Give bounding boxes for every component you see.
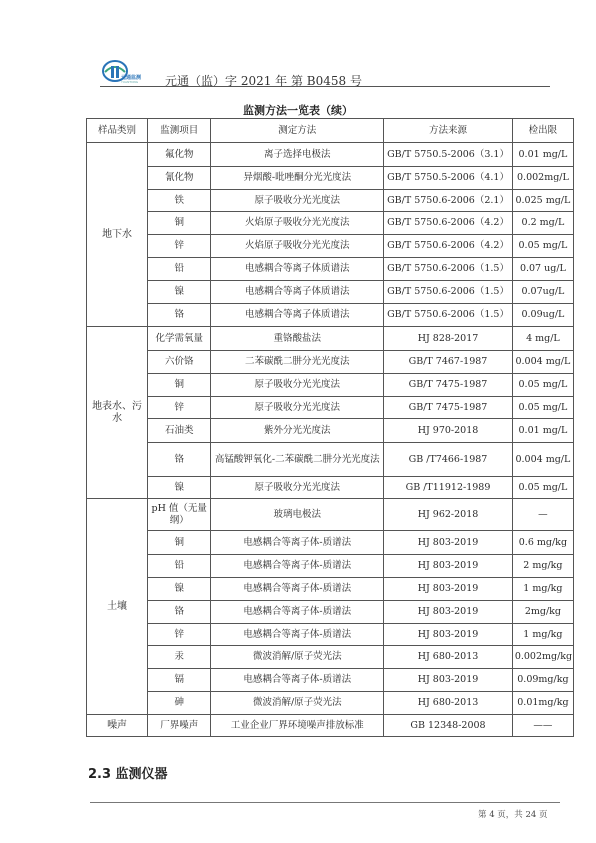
item-cell: 化学需氧量 [148, 327, 211, 351]
limit-cell: 2 mg/kg [512, 555, 573, 578]
table-row [87, 258, 574, 281]
source-cell: GB/T 7475-1987 [384, 397, 513, 419]
source-cell: GB/T 5750.6-2006（1.5） [384, 281, 513, 304]
source-cell: GB/T 5750.6-2006（4.2） [384, 235, 513, 258]
limit-cell: 0.07ug/L [512, 281, 573, 304]
limit-cell: 0.09ug/L [512, 304, 573, 327]
method-cell: 火焰原子吸收分光光度法 [211, 212, 384, 235]
column-header: 测定方法 [211, 119, 384, 143]
method-cell: 原子吸收分光光度法 [211, 477, 384, 499]
item-cell: 锌 [148, 397, 211, 419]
method-cell: 电感耦合等离子体质谱法 [211, 258, 384, 281]
table-row [87, 374, 574, 397]
table-row [87, 351, 574, 374]
source-cell: GB/T 5750.6-2006（1.5） [384, 258, 513, 281]
category-cell: 地下水 [87, 143, 148, 327]
source-cell: HJ 803-2019 [384, 531, 513, 555]
method-cell: 电感耦合等离子体-质谱法 [211, 555, 384, 578]
item-cell: 镍 [148, 578, 211, 601]
limit-cell: 0.01 mg/L [512, 419, 573, 443]
table-row [87, 443, 574, 477]
report-number: 元通（监）字 2021 年 第 B0458 号 [165, 74, 362, 88]
source-cell: HJ 803-2019 [384, 669, 513, 692]
method-cell: 工业企业厂界环境噪声排放标准 [211, 715, 384, 737]
limit-cell: 0.002mg/L [512, 167, 573, 190]
header-divider [100, 86, 550, 87]
table-row [87, 477, 574, 499]
method-cell: 微波消解/原子荧光法 [211, 646, 384, 669]
item-cell: 镍 [148, 477, 211, 499]
limit-cell: 0.6 mg/kg [512, 531, 573, 555]
item-cell: 镉 [148, 669, 211, 692]
section-heading: 2.3 监测仪器 [88, 767, 168, 782]
method-cell: 原子吸收分光光度法 [211, 190, 384, 212]
method-cell: 原子吸收分光光度法 [211, 374, 384, 397]
limit-cell: 0.025 mg/L [512, 190, 573, 212]
table-row [87, 397, 574, 419]
table-row [87, 669, 574, 692]
item-cell: 汞 [148, 646, 211, 669]
source-cell: HJ 803-2019 [384, 601, 513, 624]
item-cell: 砷 [148, 692, 211, 715]
method-cell: 重铬酸盐法 [211, 327, 384, 351]
item-cell: 铁 [148, 190, 211, 212]
source-cell: HJ 803-2019 [384, 555, 513, 578]
org-name: 元通监测 [121, 75, 142, 81]
item-cell: 镍 [148, 281, 211, 304]
limit-cell: 4 mg/L [512, 327, 573, 351]
table-row [87, 212, 574, 235]
limit-cell: 0.01 mg/L [512, 143, 573, 167]
method-cell: 异烟酸-吡唑酮分光光度法 [211, 167, 384, 190]
table-row [87, 167, 574, 190]
item-cell: 氰化物 [148, 167, 211, 190]
source-cell: GB/T 7475-1987 [384, 374, 513, 397]
method-cell: 微波消解/原子荧光法 [211, 692, 384, 715]
limit-cell: 0.05 mg/L [512, 477, 573, 499]
item-cell: 氟化物 [148, 143, 211, 167]
item-cell: 铜 [148, 212, 211, 235]
table-row [87, 499, 574, 531]
method-cell: 电感耦合等离子体-质谱法 [211, 669, 384, 692]
source-cell: HJ 962-2018 [384, 499, 513, 531]
source-cell: GB/T 5750.6-2006（2.1） [384, 190, 513, 212]
limit-cell: — [512, 499, 573, 531]
table-row [87, 304, 574, 327]
source-cell: HJ 803-2019 [384, 624, 513, 646]
table-row [87, 624, 574, 646]
table-title: 监测方法一览表（续） [243, 104, 353, 117]
footer-divider [90, 802, 560, 803]
method-cell: 电感耦合等离子体质谱法 [211, 304, 384, 327]
item-cell: 锌 [148, 624, 211, 646]
source-cell: HJ 680-2013 [384, 692, 513, 715]
item-cell: 铜 [148, 531, 211, 555]
limit-cell: 0.05 mg/L [512, 397, 573, 419]
limit-cell: 0.01mg/kg [512, 692, 573, 715]
limit-cell: 0.05 mg/L [512, 235, 573, 258]
source-cell: GB/T 5750.6-2006（1.5） [384, 304, 513, 327]
method-cell: 二苯碳酰二肼分光光度法 [211, 351, 384, 374]
item-cell: 铬 [148, 443, 211, 477]
table-header-row [87, 119, 574, 143]
table-row [87, 235, 574, 258]
item-cell: 厂界噪声 [148, 715, 211, 737]
methods-table [86, 118, 574, 737]
item-cell: 铅 [148, 555, 211, 578]
item-cell: 锌 [148, 235, 211, 258]
category-cell: 地表水、污水 [87, 327, 148, 499]
item-cell: 石油类 [148, 419, 211, 443]
source-cell: HJ 803-2019 [384, 578, 513, 601]
method-cell: 电感耦合等离子体-质谱法 [211, 624, 384, 646]
source-cell: GB /T7466-1987 [384, 443, 513, 477]
table-row [87, 143, 574, 167]
limit-cell: 0.004 mg/L [512, 443, 573, 477]
column-header: 方法来源 [384, 119, 513, 143]
limit-cell: —— [512, 715, 573, 737]
table-row [87, 715, 574, 737]
method-cell: 电感耦合等离子体质谱法 [211, 281, 384, 304]
limit-cell: 0.05 mg/L [512, 374, 573, 397]
method-cell: 电感耦合等离子体-质谱法 [211, 531, 384, 555]
item-cell: 铬 [148, 304, 211, 327]
org-subtitle: YUANTONG [121, 80, 139, 84]
limit-cell: 0.2 mg/L [512, 212, 573, 235]
column-header: 监测项目 [148, 119, 211, 143]
table-row [87, 601, 574, 624]
limit-cell: 2mg/kg [512, 601, 573, 624]
page-number: 第 4 页，共 24 页 [478, 810, 548, 820]
table-row [87, 419, 574, 443]
item-cell: pH 值（无量纲） [148, 499, 211, 531]
source-cell: GB/T 5750.5-2006（3.1） [384, 143, 513, 167]
category-cell: 土壤 [87, 499, 148, 715]
column-header: 检出限 [512, 119, 573, 143]
limit-cell: 1 mg/kg [512, 624, 573, 646]
source-cell: GB/T 7467-1987 [384, 351, 513, 374]
table-row [87, 578, 574, 601]
category-cell: 噪声 [87, 715, 148, 737]
limit-cell: 1 mg/kg [512, 578, 573, 601]
method-cell: 玻璃电极法 [211, 499, 384, 531]
method-cell: 离子选择电极法 [211, 143, 384, 167]
method-cell: 电感耦合等离子体-质谱法 [211, 601, 384, 624]
table-row [87, 190, 574, 212]
limit-cell: 0.004 mg/L [512, 351, 573, 374]
method-cell: 紫外分光光度法 [211, 419, 384, 443]
limit-cell: 0.07 ug/L [512, 258, 573, 281]
source-cell: HJ 970-2018 [384, 419, 513, 443]
column-header: 样品类别 [87, 119, 148, 143]
item-cell: 六价铬 [148, 351, 211, 374]
method-cell: 电感耦合等离子体-质谱法 [211, 578, 384, 601]
table-row [87, 531, 574, 555]
item-cell: 铅 [148, 258, 211, 281]
source-cell: GB /T11912-1989 [384, 477, 513, 499]
source-cell: HJ 680-2013 [384, 646, 513, 669]
method-cell: 火焰原子吸收分光光度法 [211, 235, 384, 258]
limit-cell: 0.09mg/kg [512, 669, 573, 692]
source-cell: GB/T 5750.5-2006（4.1） [384, 167, 513, 190]
table-row [87, 646, 574, 669]
limit-cell: 0.002mg/kg [512, 646, 573, 669]
source-cell: HJ 828-2017 [384, 327, 513, 351]
table-row [87, 281, 574, 304]
method-cell: 高锰酸钾氧化-二苯碳酰二肼分光光度法 [211, 443, 384, 477]
table-row [87, 692, 574, 715]
method-cell: 原子吸收分光光度法 [211, 397, 384, 419]
item-cell: 铬 [148, 601, 211, 624]
table-row [87, 327, 574, 351]
source-cell: GB/T 5750.6-2006（4.2） [384, 212, 513, 235]
table-row [87, 555, 574, 578]
source-cell: GB 12348-2008 [384, 715, 513, 737]
item-cell: 铜 [148, 374, 211, 397]
